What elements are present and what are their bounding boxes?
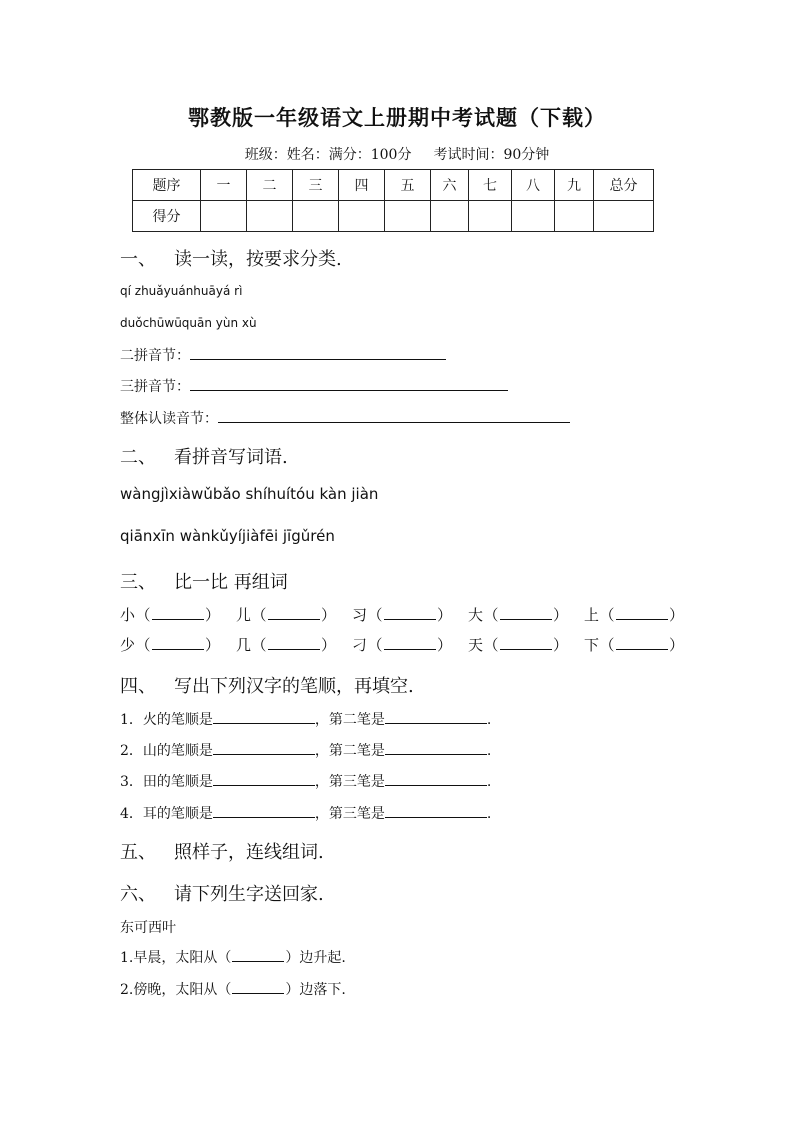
section-2-heading bbox=[120, 443, 288, 469]
score-cell[interactable] bbox=[293, 201, 339, 232]
exam-time-info: 考试时间：90分钟 bbox=[433, 147, 550, 163]
score-cell[interactable] bbox=[431, 201, 469, 232]
three-spell-row bbox=[120, 376, 508, 396]
answer-blank[interactable] bbox=[500, 637, 552, 650]
pinyin-line: qí zhuǎyuánhuāyá rì bbox=[120, 284, 243, 298]
score-table-score-row bbox=[133, 201, 654, 232]
compare-char: 大 bbox=[468, 606, 484, 624]
score-header-cell: 五 bbox=[385, 170, 431, 201]
score-header-cell: 总分 bbox=[594, 170, 654, 201]
score-header-cell: 二 bbox=[247, 170, 293, 201]
section-title: 看拼音写词语. bbox=[174, 447, 288, 468]
section-number: 四、 bbox=[120, 676, 156, 697]
section-title: 请下列生字送回家. bbox=[174, 884, 324, 905]
exam-info bbox=[0, 144, 794, 164]
stroke-order-item: 3．田的笔顺是 ，第三笔是 . bbox=[120, 771, 491, 791]
pinyin-line: duǒchūwūquān yùn xù bbox=[120, 316, 257, 330]
section-title: 照样子，连线组词. bbox=[174, 842, 324, 863]
sentence-question: 1.早晨，太阳从（ ）边升起. bbox=[120, 950, 346, 966]
stroke-order-item: 1．火的笔顺是 ，第二笔是 . bbox=[120, 709, 491, 729]
answer-line[interactable] bbox=[190, 376, 508, 391]
score-cell[interactable] bbox=[247, 201, 293, 232]
compare-char: 习 bbox=[352, 606, 368, 624]
score-cell[interactable] bbox=[339, 201, 385, 232]
answer-blank[interactable] bbox=[152, 607, 204, 620]
answer-blank[interactable] bbox=[500, 607, 552, 620]
answer-blank[interactable] bbox=[268, 637, 320, 650]
score-header-cell: 八 bbox=[512, 170, 555, 201]
score-cell[interactable] bbox=[555, 201, 594, 232]
section-number: 二、 bbox=[120, 447, 156, 468]
whole-read-row bbox=[120, 408, 570, 428]
sentence-question: 2.傍晚，太阳从（ ）边落下. bbox=[120, 982, 346, 998]
pinyin-words-line: qiānxīn wànkǔyíjiàfēi jīgǔrén bbox=[120, 527, 335, 545]
answer-line[interactable] bbox=[190, 345, 446, 360]
score-header-cell: 题序 bbox=[133, 170, 201, 201]
score-cell[interactable] bbox=[594, 201, 654, 232]
section-6-heading bbox=[120, 880, 324, 906]
compare-char: 刁 bbox=[352, 636, 368, 654]
answer-line[interactable] bbox=[218, 408, 570, 423]
stroke-order-item: 2．山的笔顺是 ，第二笔是 . bbox=[120, 740, 491, 760]
section-title: 比一比 再组词 bbox=[174, 572, 288, 593]
page-title: 鄂教版一年级语文上册期中考试题（下载） bbox=[188, 105, 606, 130]
compare-char: 小 bbox=[120, 606, 136, 624]
score-header-cell: 四 bbox=[339, 170, 385, 201]
score-table bbox=[132, 169, 654, 232]
answer-line[interactable] bbox=[385, 771, 487, 786]
score-cell[interactable] bbox=[385, 201, 431, 232]
answer-line[interactable] bbox=[213, 771, 315, 786]
answer-blank[interactable] bbox=[384, 607, 436, 620]
compare-row-1: 小（ ） 儿（ ） 习（ ） 大（ ） 上（ ） bbox=[120, 606, 685, 624]
section-title: 读一读，按要求分类. bbox=[174, 249, 342, 270]
section-5-heading bbox=[120, 838, 324, 864]
compare-row-2: 少（ ） 几（ ） 刁（ ） 天（ ） 下（ ） bbox=[120, 636, 685, 654]
section-number: 三、 bbox=[120, 572, 156, 593]
score-header-cell: 九 bbox=[555, 170, 594, 201]
score-row-label: 得分 bbox=[133, 201, 201, 232]
score-header-cell: 一 bbox=[201, 170, 247, 201]
answer-line[interactable] bbox=[213, 803, 315, 818]
answer-line[interactable] bbox=[385, 740, 487, 755]
answer-blank[interactable] bbox=[616, 637, 668, 650]
answer-blank[interactable] bbox=[616, 607, 668, 620]
score-table-header-row bbox=[133, 170, 654, 201]
field-label: 三拼音节： bbox=[120, 379, 190, 395]
answer-blank[interactable] bbox=[152, 637, 204, 650]
answer-blank[interactable] bbox=[384, 637, 436, 650]
answer-line[interactable] bbox=[385, 709, 487, 724]
answer-blank[interactable] bbox=[232, 981, 284, 994]
section-3-heading bbox=[120, 568, 288, 594]
section-4-heading bbox=[120, 672, 414, 698]
answer-line[interactable] bbox=[213, 709, 315, 724]
compare-char: 几 bbox=[236, 636, 252, 654]
score-cell[interactable] bbox=[201, 201, 247, 232]
compare-char: 下 bbox=[584, 636, 600, 654]
char-bank: 东可西叶 bbox=[120, 920, 176, 936]
compare-char: 儿 bbox=[236, 606, 252, 624]
field-label: 整体认读音节： bbox=[120, 411, 218, 427]
class-name-score-info: 班级：姓名：满分：100分 bbox=[244, 147, 412, 163]
answer-line[interactable] bbox=[213, 740, 315, 755]
field-label: 二拼音节： bbox=[120, 348, 190, 364]
section-title: 写出下列汉字的笔顺，再填空. bbox=[174, 676, 414, 697]
section-number: 一、 bbox=[120, 249, 156, 270]
score-cell[interactable] bbox=[469, 201, 512, 232]
pinyin-words-line: wàngjìxiàwǔbǎo shíhuítóu kàn jiàn bbox=[120, 485, 379, 503]
answer-line[interactable] bbox=[385, 803, 487, 818]
two-spell-row bbox=[120, 345, 446, 365]
answer-blank[interactable] bbox=[232, 949, 284, 962]
compare-char: 上 bbox=[584, 606, 600, 624]
section-1-heading bbox=[120, 245, 342, 271]
answer-blank[interactable] bbox=[268, 607, 320, 620]
score-cell[interactable] bbox=[512, 201, 555, 232]
section-number: 五、 bbox=[120, 842, 156, 863]
score-header-cell: 三 bbox=[293, 170, 339, 201]
score-header-cell: 六 bbox=[431, 170, 469, 201]
section-number: 六、 bbox=[120, 884, 156, 905]
compare-char: 天 bbox=[468, 636, 484, 654]
compare-char: 少 bbox=[120, 636, 136, 654]
score-header-cell: 七 bbox=[469, 170, 512, 201]
stroke-order-item: 4．耳的笔顺是 ，第三笔是 . bbox=[120, 803, 491, 823]
